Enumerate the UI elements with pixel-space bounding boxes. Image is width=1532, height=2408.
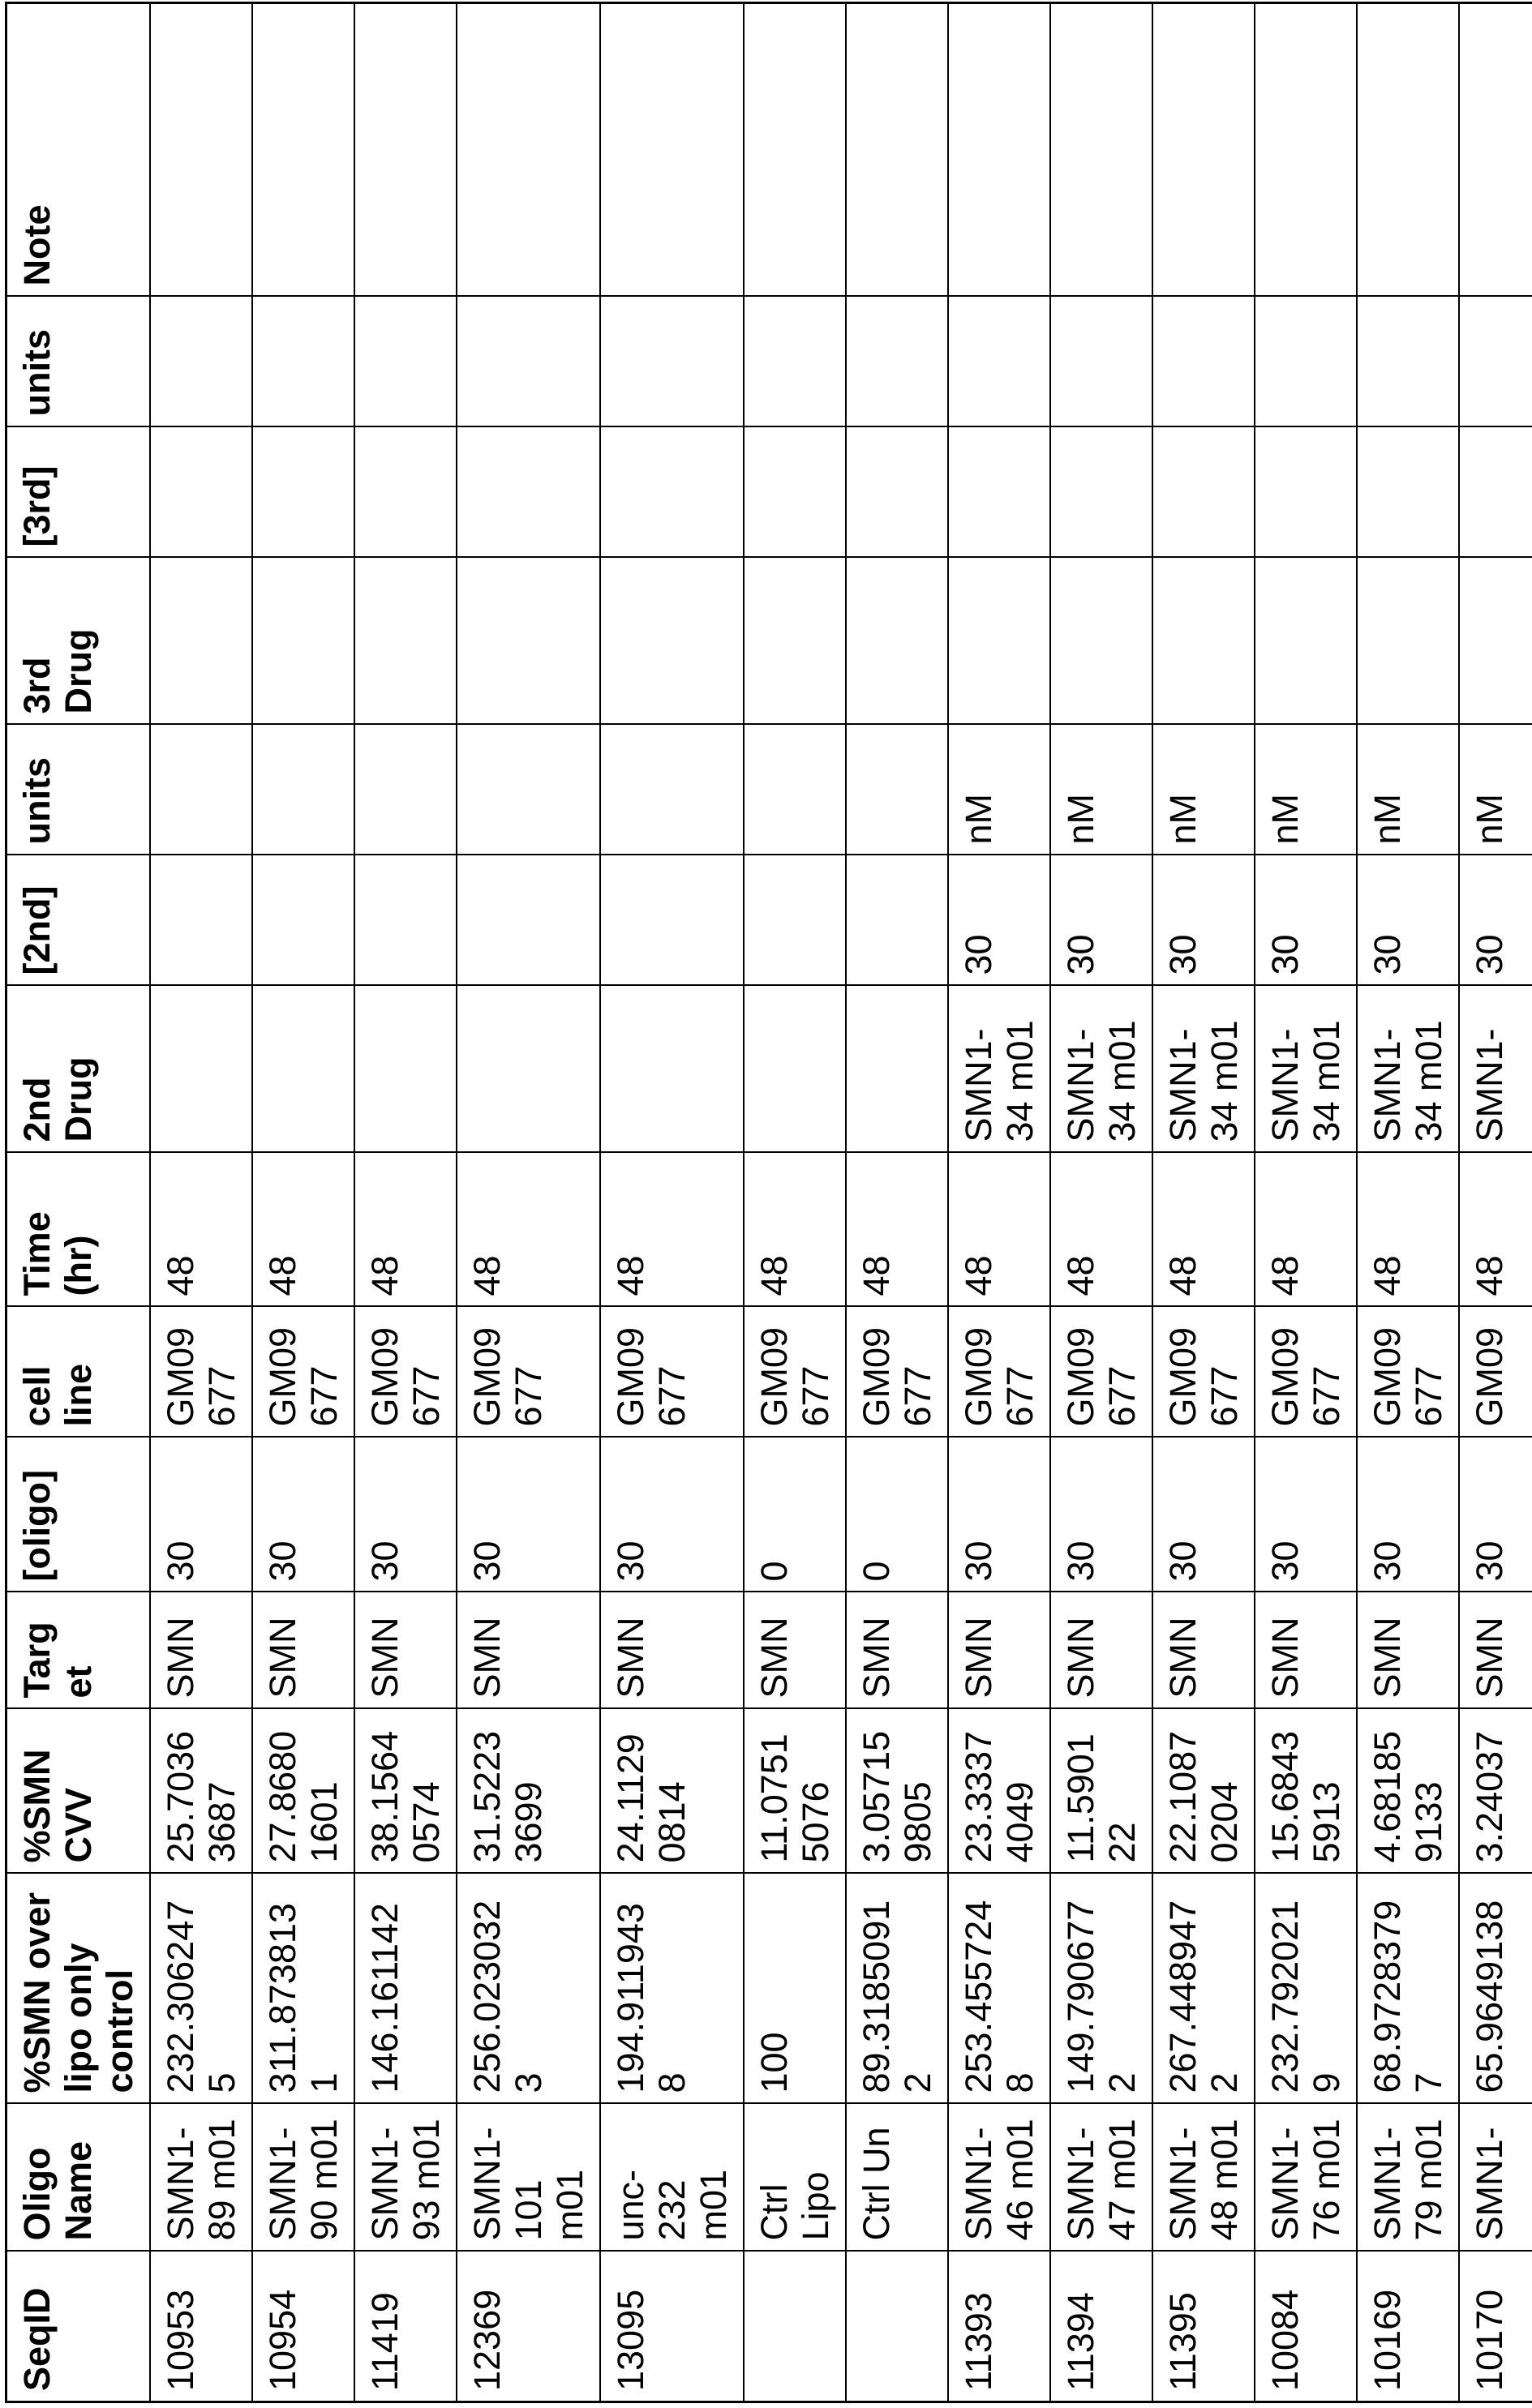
cell-note xyxy=(1357,3,1459,297)
cell-third-drug xyxy=(1459,558,1532,725)
cell-seqid: 10084 xyxy=(1255,2252,1357,2402)
header-row xyxy=(6,3,151,2402)
cell-time-hr: 48 xyxy=(948,1153,1050,1307)
cell-second-drug: SMN1- xyxy=(1459,986,1532,1153)
cell-seqid: 12369 xyxy=(457,2252,600,2402)
cell-note xyxy=(354,3,457,297)
cell-second-drug xyxy=(252,986,354,1153)
cell-pct-smn-over-lipo: 146.161142 xyxy=(354,1874,457,2104)
cell-target: SMN xyxy=(354,1592,457,1709)
cell-third-drug xyxy=(1050,558,1152,725)
table-row xyxy=(1459,3,1532,2402)
column-header-third-units: units xyxy=(6,297,151,427)
cell-oligo-conc: 30 xyxy=(948,1438,1050,1592)
cell-third-units xyxy=(1050,297,1152,427)
column-header-cell-line: cell line xyxy=(6,1307,151,1438)
column-header-oligo-conc: [oligo] xyxy=(6,1438,151,1592)
cell-third-conc xyxy=(948,427,1050,558)
cell-seqid: 13095 xyxy=(600,2252,744,2402)
column-header-second-units: units xyxy=(6,725,151,855)
cell-second-units: nM xyxy=(1459,725,1532,855)
cell-second-conc: 30 xyxy=(1357,855,1459,986)
column-header-target: Target xyxy=(6,1592,151,1709)
cell-cell-line: GM09677 xyxy=(948,1307,1050,1438)
cell-time-hr: 48 xyxy=(1050,1153,1152,1307)
cell-time-hr: 48 xyxy=(1255,1153,1357,1307)
cell-oligo-name: SMN1-47 m01 xyxy=(1050,2104,1152,2252)
cell-target: SMN xyxy=(1255,1592,1357,1709)
cell-pct-smn-over-lipo: 267.4489472 xyxy=(1152,1874,1255,2104)
cell-third-drug xyxy=(150,558,252,725)
cell-pct-smn-over-lipo: 253.4557248 xyxy=(948,1874,1050,2104)
column-header-note: Note xyxy=(6,3,151,297)
cell-third-conc xyxy=(150,427,252,558)
cell-second-drug xyxy=(457,986,600,1153)
cell-third-units xyxy=(1152,297,1255,427)
table-row xyxy=(600,3,744,2402)
cell-target: SMN xyxy=(1459,1592,1532,1709)
cell-note xyxy=(600,3,744,297)
cell-second-conc xyxy=(252,855,354,986)
cell-note xyxy=(457,3,600,297)
cell-second-conc xyxy=(354,855,457,986)
cell-third-conc xyxy=(1459,427,1532,558)
cell-second-drug xyxy=(354,986,457,1153)
cell-second-units xyxy=(354,725,457,855)
cell-pct-smn-over-lipo: 232.3062475 xyxy=(150,1874,252,2104)
cell-third-units xyxy=(1357,297,1459,427)
cell-third-drug xyxy=(1255,558,1357,725)
cell-third-units xyxy=(252,297,354,427)
cell-target: SMN xyxy=(252,1592,354,1709)
cell-second-conc: 30 xyxy=(1152,855,1255,986)
cell-third-conc xyxy=(600,427,744,558)
cell-third-conc xyxy=(1357,427,1459,558)
cell-third-conc xyxy=(1255,427,1357,558)
cell-third-conc xyxy=(252,427,354,558)
table-row xyxy=(846,3,948,2402)
cell-oligo-name: unc-232 m01 xyxy=(600,2104,744,2252)
cell-oligo-name: SMN1-101 m01 xyxy=(457,2104,600,2252)
cell-seqid: 10170 xyxy=(1459,2252,1532,2402)
cell-pct-smn-cvv: 38.15640574 xyxy=(354,1709,457,1874)
cell-pct-smn-cvv: 3.057159805 xyxy=(846,1709,948,1874)
cell-second-units xyxy=(744,725,846,855)
cell-pct-smn-over-lipo: 65.9649138 xyxy=(1459,1874,1532,2104)
cell-pct-smn-over-lipo: 68.97283797 xyxy=(1357,1874,1459,2104)
cell-target: SMN xyxy=(457,1592,600,1709)
cell-second-conc xyxy=(846,855,948,986)
cell-oligo-conc: 0 xyxy=(846,1438,948,1592)
cell-pct-smn-over-lipo: 194.9119438 xyxy=(600,1874,744,2104)
table-row xyxy=(744,3,846,2402)
cell-pct-smn-over-lipo: 149.7906772 xyxy=(1050,1874,1152,2104)
column-header-second-conc: [2nd] xyxy=(6,855,151,986)
cell-note xyxy=(744,3,846,297)
cell-second-units: nM xyxy=(1255,725,1357,855)
cell-second-units xyxy=(252,725,354,855)
cell-third-drug xyxy=(600,558,744,725)
cell-second-units xyxy=(600,725,744,855)
cell-oligo-name: SMN1-76 m01 xyxy=(1255,2104,1357,2252)
cell-third-drug xyxy=(744,558,846,725)
cell-second-drug xyxy=(150,986,252,1153)
cell-oligo-conc: 30 xyxy=(1050,1438,1152,1592)
table-row xyxy=(1050,3,1152,2402)
cell-oligo-conc: 30 xyxy=(354,1438,457,1592)
cell-second-drug: SMN1-34 m01 xyxy=(1255,986,1357,1153)
cell-pct-smn-cvv: 11.590122 xyxy=(1050,1709,1152,1874)
cell-second-drug xyxy=(600,986,744,1153)
cell-third-conc xyxy=(457,427,600,558)
cell-time-hr: 48 xyxy=(1357,1153,1459,1307)
cell-second-drug: SMN1-34 m01 xyxy=(1050,986,1152,1153)
column-header-third-conc: [3rd] xyxy=(6,427,151,558)
cell-note xyxy=(150,3,252,297)
cell-time-hr: 48 xyxy=(457,1153,600,1307)
cell-seqid xyxy=(744,2252,846,2402)
cell-oligo-name: SMN1-89 m01 xyxy=(150,2104,252,2252)
column-header-seqid: SeqID xyxy=(6,2252,151,2402)
column-header-oligo-name: Oligo Name xyxy=(6,2104,151,2252)
cell-third-drug xyxy=(457,558,600,725)
cell-second-conc: 30 xyxy=(1050,855,1152,986)
cell-cell-line: GM09677 xyxy=(846,1307,948,1438)
cell-pct-smn-cvv: 4.681859133 xyxy=(1357,1709,1459,1874)
cell-target: SMN xyxy=(1357,1592,1459,1709)
cell-oligo-name: SMN1-90 m01 xyxy=(252,2104,354,2252)
cell-cell-line: GM09677 xyxy=(150,1307,252,1438)
cell-oligo-name: SMN1-79 m01 xyxy=(1357,2104,1459,2252)
cell-second-units: nM xyxy=(1357,725,1459,855)
cell-third-conc xyxy=(354,427,457,558)
cell-note xyxy=(846,3,948,297)
cell-pct-smn-cvv: 25.70363687 xyxy=(150,1709,252,1874)
cell-seqid: 11394 xyxy=(1050,2252,1152,2402)
cell-second-conc: 30 xyxy=(1255,855,1357,986)
cell-cell-line: GM09677 xyxy=(1152,1307,1255,1438)
cell-third-conc xyxy=(1152,427,1255,558)
cell-second-units xyxy=(150,725,252,855)
column-header-second-drug: 2nd Drug xyxy=(6,986,151,1153)
cell-note xyxy=(252,3,354,297)
cell-third-drug xyxy=(948,558,1050,725)
cell-cell-line: GM09677 xyxy=(600,1307,744,1438)
cell-third-units xyxy=(744,297,846,427)
cell-third-units xyxy=(457,297,600,427)
cell-cell-line: GM09677 xyxy=(1255,1307,1357,1438)
cell-oligo-name: SMN1-46 m01 xyxy=(948,2104,1050,2252)
cell-second-conc xyxy=(150,855,252,986)
cell-pct-smn-over-lipo: 232.7920219 xyxy=(1255,1874,1357,2104)
cell-note xyxy=(1152,3,1255,297)
cell-target: SMN xyxy=(744,1592,846,1709)
cell-third-drug xyxy=(354,558,457,725)
cell-target: SMN xyxy=(1050,1592,1152,1709)
cell-oligo-conc: 30 xyxy=(457,1438,600,1592)
cell-third-units xyxy=(150,297,252,427)
table-row xyxy=(1255,3,1357,2402)
cell-seqid xyxy=(846,2252,948,2402)
cell-third-units xyxy=(948,297,1050,427)
cell-oligo-name: Ctrl Lipo xyxy=(744,2104,846,2252)
table-row xyxy=(1357,3,1459,2402)
cell-note xyxy=(948,3,1050,297)
cell-second-units: nM xyxy=(948,725,1050,855)
cell-oligo-name: Ctrl Un xyxy=(846,2104,948,2252)
cell-note xyxy=(1459,3,1532,297)
cell-target: SMN xyxy=(150,1592,252,1709)
column-header-pct-smn-cvv: %SMN CVV xyxy=(6,1709,151,1874)
oligo-results-table xyxy=(5,2,1532,2403)
cell-cell-line: GM09677 xyxy=(354,1307,457,1438)
cell-seqid: 10954 xyxy=(252,2252,354,2402)
table-row xyxy=(354,3,457,2402)
column-header-third-drug: 3rd Drug xyxy=(6,558,151,725)
cell-cell-line: GM09677 xyxy=(252,1307,354,1438)
cell-oligo-conc: 30 xyxy=(150,1438,252,1592)
cell-oligo-conc: 0 xyxy=(744,1438,846,1592)
cell-seqid: 10169 xyxy=(1357,2252,1459,2402)
cell-third-conc xyxy=(846,427,948,558)
cell-second-conc xyxy=(457,855,600,986)
cell-time-hr: 48 xyxy=(846,1153,948,1307)
cell-third-units xyxy=(1255,297,1357,427)
cell-third-units xyxy=(1459,297,1532,427)
cell-second-units: nM xyxy=(1152,725,1255,855)
cell-target: SMN xyxy=(600,1592,744,1709)
cell-pct-smn-over-lipo: 311.8738131 xyxy=(252,1874,354,2104)
cell-second-conc xyxy=(744,855,846,986)
cell-target: SMN xyxy=(948,1592,1050,1709)
cell-time-hr: 48 xyxy=(1459,1153,1532,1307)
cell-second-drug: SMN1-34 m01 xyxy=(1357,986,1459,1153)
cell-time-hr: 48 xyxy=(150,1153,252,1307)
cell-oligo-name: SMN1-93 m01 xyxy=(354,2104,457,2252)
cell-oligo-conc: 30 xyxy=(252,1438,354,1592)
cell-oligo-name: SMN1- xyxy=(1459,2104,1532,2252)
cell-cell-line: GM09677 xyxy=(1357,1307,1459,1438)
cell-oligo-conc: 30 xyxy=(1357,1438,1459,1592)
cell-third-drug xyxy=(1152,558,1255,725)
cell-time-hr: 48 xyxy=(744,1153,846,1307)
cell-seqid: 11419 xyxy=(354,2252,457,2402)
cell-cell-line: GM09677 xyxy=(744,1307,846,1438)
cell-oligo-conc: 30 xyxy=(1255,1438,1357,1592)
cell-oligo-conc: 30 xyxy=(1459,1438,1532,1592)
cell-third-drug xyxy=(1357,558,1459,725)
cell-pct-smn-cvv: 24.11290814 xyxy=(600,1709,744,1874)
table-row xyxy=(457,3,600,2402)
cell-second-drug: SMN1-34 m01 xyxy=(948,986,1050,1153)
table-row xyxy=(1152,3,1255,2402)
cell-seqid: 11393 xyxy=(948,2252,1050,2402)
cell-cell-line: GM09 xyxy=(1459,1307,1532,1438)
cell-third-drug xyxy=(252,558,354,725)
cell-pct-smn-over-lipo: 89.31850912 xyxy=(846,1874,948,2104)
cell-pct-smn-cvv: 15.68435913 xyxy=(1255,1709,1357,1874)
table-row xyxy=(150,3,252,2402)
cell-note xyxy=(1255,3,1357,297)
table-row xyxy=(948,3,1050,2402)
cell-oligo-name: SMN1-48 m01 xyxy=(1152,2104,1255,2252)
cell-pct-smn-over-lipo: 256.0230323 xyxy=(457,1874,600,2104)
cell-third-units xyxy=(846,297,948,427)
cell-seqid: 10953 xyxy=(150,2252,252,2402)
cell-target: SMN xyxy=(1152,1592,1255,1709)
cell-time-hr: 48 xyxy=(252,1153,354,1307)
cell-note xyxy=(1050,3,1152,297)
cell-target: SMN xyxy=(846,1592,948,1709)
cell-pct-smn-cvv: 27.86801601 xyxy=(252,1709,354,1874)
cell-oligo-conc: 30 xyxy=(600,1438,744,1592)
cell-pct-smn-cvv: 22.10870204 xyxy=(1152,1709,1255,1874)
cell-third-units xyxy=(600,297,744,427)
cell-pct-smn-cvv: 31.52233699 xyxy=(457,1709,600,1874)
cell-cell-line: GM09677 xyxy=(457,1307,600,1438)
cell-second-units xyxy=(457,725,600,855)
cell-second-units xyxy=(846,725,948,855)
cell-time-hr: 48 xyxy=(354,1153,457,1307)
cell-third-conc xyxy=(744,427,846,558)
cell-cell-line: GM09677 xyxy=(1050,1307,1152,1438)
cell-second-conc: 30 xyxy=(948,855,1050,986)
cell-second-drug xyxy=(846,986,948,1153)
column-header-pct-smn-over-lipo: %SMN over lipo only control xyxy=(6,1874,151,2104)
cell-seqid: 11395 xyxy=(1152,2252,1255,2402)
table-row xyxy=(252,3,354,2402)
cell-second-conc xyxy=(600,855,744,986)
cell-second-units: nM xyxy=(1050,725,1152,855)
cell-second-conc: 30 xyxy=(1459,855,1532,986)
column-header-time-hr: Time (hr) xyxy=(6,1153,151,1307)
cell-time-hr: 48 xyxy=(600,1153,744,1307)
cell-third-drug xyxy=(846,558,948,725)
cell-pct-smn-cvv: 23.33374049 xyxy=(948,1709,1050,1874)
cell-pct-smn-cvv: 3.24037 xyxy=(1459,1709,1532,1874)
cell-pct-smn-over-lipo: 100 xyxy=(744,1874,846,2104)
cell-time-hr: 48 xyxy=(1152,1153,1255,1307)
cell-third-conc xyxy=(1050,427,1152,558)
cell-second-drug: SMN1-34 m01 xyxy=(1152,986,1255,1153)
cell-pct-smn-cvv: 11.07515076 xyxy=(744,1709,846,1874)
cell-second-drug xyxy=(744,986,846,1153)
cell-oligo-conc: 30 xyxy=(1152,1438,1255,1592)
cell-third-units xyxy=(354,297,457,427)
